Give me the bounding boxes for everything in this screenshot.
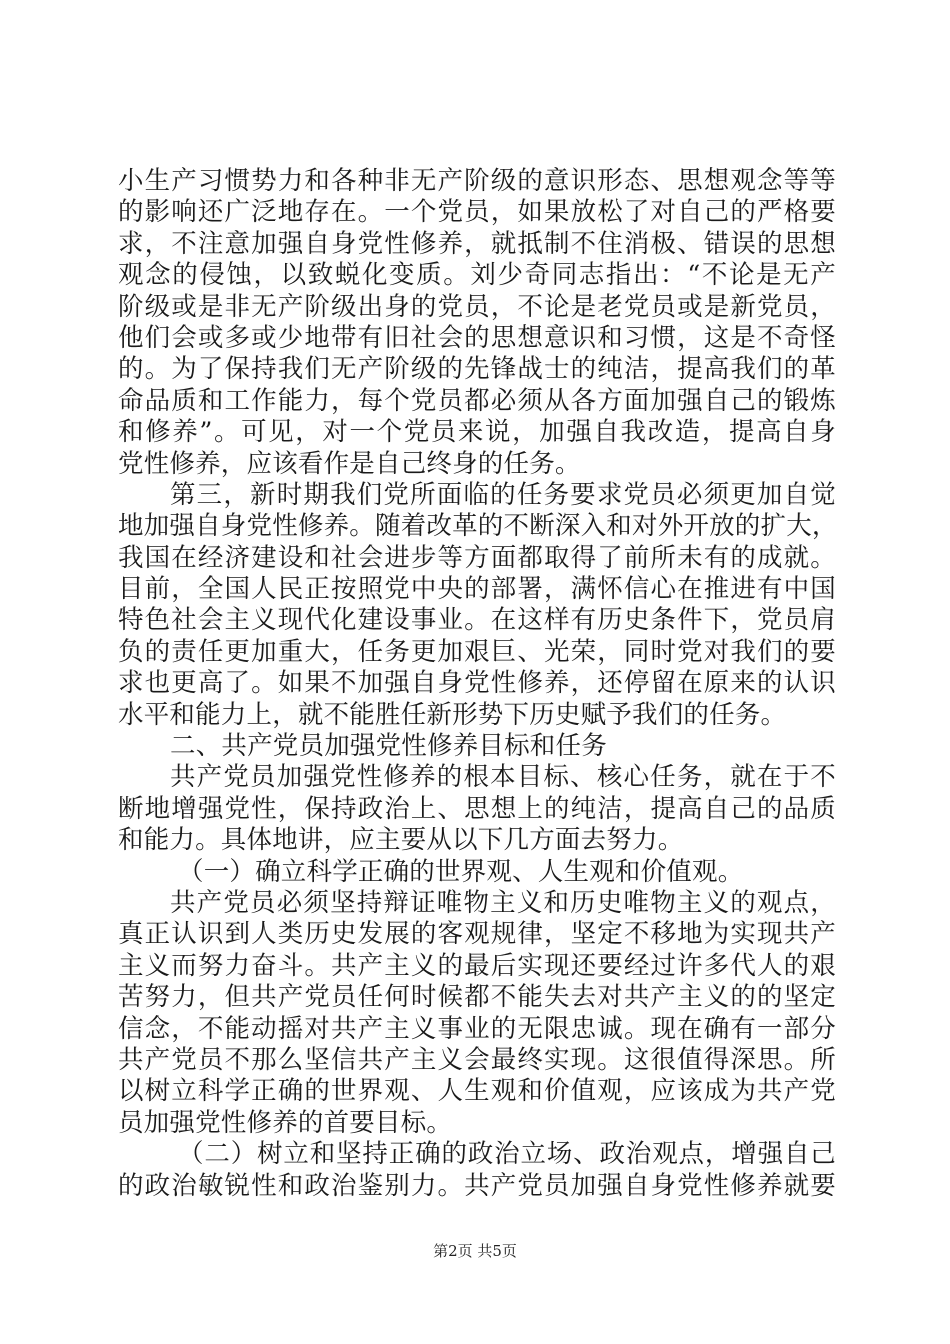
text-line: 负的责任更加重大，任务更加艰巨、光荣，同时党对我们的要 xyxy=(118,636,836,667)
text-line: 和能力。具体地讲，应主要从以下几方面去努力。 xyxy=(118,825,684,856)
text-line: 求，不注意加强自身党性修养，就抵制不住消极、错误的思想 xyxy=(118,228,836,259)
paragraph-first-line: 第三，新时期我们党所面临的任务要求党员必须更加自觉 xyxy=(170,479,836,510)
text-line: 水平和能力上，就不能胜任新形势下历史赋予我们的任务。 xyxy=(118,699,787,730)
document-body xyxy=(118,166,836,1202)
text-line: 他们会或多或少地带有旧社会的思想意识和习惯，这是不奇怪 xyxy=(118,322,836,353)
text-line: 求也更高了。如果不加强自身党性修养，还停留在原来的认识 xyxy=(118,668,836,699)
text-line: 的。为了保持我们无产阶级的先锋战士的纯洁，提高我们的革 xyxy=(118,354,836,385)
section-heading: 二、共产党员加强党性修养目标和任务 xyxy=(170,731,607,762)
text-line: 地加强自身党性修养。随着改革的不断深入和对外开放的扩大， xyxy=(118,511,838,542)
text-line: 我国在经济建设和社会进步等方面都取得了前所未有的成就。 xyxy=(118,542,836,573)
text-line: 和修养”。可见，对一个党员来说，加强自我改造，提高自身 xyxy=(118,417,836,448)
text-line: 的影响还广泛地存在。一个党员，如果放松了对自己的严格要 xyxy=(118,197,836,228)
text-line: 的政治敏锐性和政治鉴别力。共产党员加强自身党性修养就要 xyxy=(118,1170,836,1201)
text-line: 目前，全国人民正按照党中央的部署，满怀信心在推进有中国 xyxy=(118,574,836,605)
text-line: 共产党员不那么坚信共产主义会最终实现。这很值得深思。所 xyxy=(118,1044,836,1075)
text-line: 以树立科学正确的世界观、人生观和价值观，应该成为共产党 xyxy=(118,1076,836,1107)
text-line: 真正认识到人类历史发展的客观规律，坚定不移地为实现共产 xyxy=(118,919,836,950)
page-number-footer: 第2页 共5页 xyxy=(433,1242,517,1260)
text-line: 命品质和工作能力，每个党员都必须从各方面加强自己的锻炼 xyxy=(118,385,836,416)
text-line: 断地增强党性，保持政治上、思想上的纯洁，提高自己的品质 xyxy=(118,793,836,824)
paragraph-first-line: 共产党员加强党性修养的根本目标、核心任务，就在于不 xyxy=(170,762,836,793)
subsection-heading: （一）确立科学正确的世界观、人生观和价值观。 xyxy=(178,856,744,887)
text-line: 小生产习惯势力和各种非无产阶级的意识形态、思想观念等等 xyxy=(118,166,836,196)
text-line: 特色社会主义现代化建设事业。在这样有历史条件下，党员肩 xyxy=(118,605,836,636)
text-line: 苦努力，但共产党员任何时候都不能失去对共产主义的的坚定 xyxy=(118,982,836,1013)
text-line: 主义而努力奋斗。共产主义的最后实现还要经过许多代人的艰 xyxy=(118,950,836,981)
text-line: 员加强党性修养的首要目标。 xyxy=(118,1107,453,1138)
text-line: 信念，不能动摇对共产主义事业的无限忠诚。现在确有一部分 xyxy=(118,1013,836,1044)
paragraph-first-line: （二）树立和坚持正确的政治立场、政治观点，增强自己 xyxy=(178,1139,836,1170)
text-line: 阶级或是非无产阶级出身的党员，不论是老党员或是新党员， xyxy=(118,291,836,322)
text-line: 党性修养，应该看作是自己终身的任务。 xyxy=(118,448,581,479)
paragraph-first-line: 共产党员必须坚持辩证唯物主义和历史唯物主义的观点， xyxy=(170,887,836,918)
text-line: 观念的侵蚀，以致蜕化变质。刘少奇同志指出：“不论是无产 xyxy=(118,260,836,291)
